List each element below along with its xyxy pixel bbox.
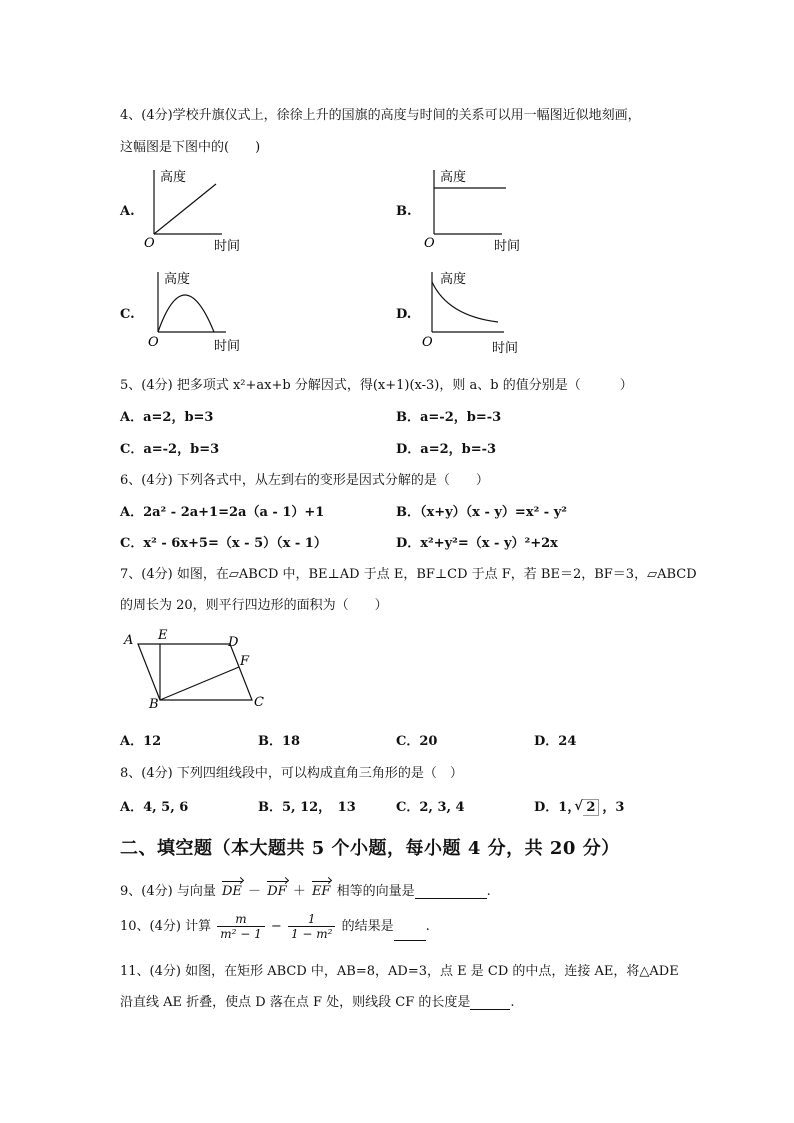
q9-end: .: [486, 884, 491, 899]
q7-option-d: D．24: [534, 734, 577, 749]
q4-graph-a: [140, 166, 260, 258]
q7-option-c: C．20: [396, 734, 438, 749]
q4-b-ylabel: 高度: [440, 170, 467, 185]
q5-option-b: B．a=-2，b=-3: [396, 410, 502, 425]
q4-a-ylabel: 高度: [160, 170, 187, 185]
q10-line: [120, 912, 430, 941]
q11-line2-text: 沿直线 AE 折叠，使点 D 落在点 F 处，则线段 CF 的长度是: [120, 995, 471, 1010]
q9-pre: 9、(4分) 与向量: [120, 884, 216, 899]
q8-option-d-post: ，3: [602, 800, 625, 815]
q4-a-origin: O: [144, 236, 155, 251]
q8-option-c: C．2, 3, 4: [396, 800, 465, 815]
q4-line2: 这幅图是下图中的( ): [120, 140, 261, 155]
q11-line2: [120, 991, 515, 1010]
q5-option-c: C．a=-2，b=3: [120, 442, 220, 457]
q4-line1: 4、(4分)学校升旗仪式上，徐徐上升的国旗的高度与时间的关系可以用一幅图近似地刻画，: [120, 108, 641, 123]
q4-c-ylabel: 高度: [164, 272, 191, 287]
q4-d-ylabel: 高度: [440, 272, 467, 287]
q10-end: .: [425, 919, 430, 934]
q7-label-f: F: [240, 654, 250, 669]
q10-f2-num: 1: [288, 912, 336, 927]
q8-option-d-pre: D．1，: [534, 800, 581, 815]
q7-label-a: A: [124, 633, 134, 648]
q9-vector-de: DE: [221, 884, 242, 899]
q7-label-c: C: [254, 695, 264, 710]
q4-graph-d: [418, 268, 538, 362]
q10-f1-den: m² − 1: [220, 927, 262, 941]
q7-option-b: B．18: [258, 734, 301, 749]
q9-op1: －: [248, 884, 262, 899]
q9-answer-blank[interactable]: [415, 898, 487, 899]
q7-line2: 的周长为 20，则平行四边形的面积为（ ）: [120, 598, 388, 613]
q10-fraction-1: [217, 912, 265, 941]
q4-c-origin: O: [148, 335, 159, 350]
q4-option-d-letter: D.: [396, 307, 412, 322]
section-2-title: 二、填空题（本大题共 5 个小题，每小题 4 分，共 20 分）: [120, 838, 620, 859]
q9-line: [120, 880, 491, 899]
q10-op: −: [270, 919, 282, 934]
q4-graph-b: [420, 166, 540, 258]
q11-answer-blank[interactable]: [470, 1009, 510, 1010]
q9-post: 相等的向量是: [336, 884, 415, 899]
q4-a-xlabel: 时间: [214, 239, 241, 254]
q8-option-d: [534, 796, 624, 816]
q5-option-d: D．a=2，b=-3: [396, 442, 497, 457]
q7-label-b: B: [149, 697, 159, 712]
q4-b-xlabel: 时间: [494, 239, 521, 254]
q8-option-a: A．4, 5, 6: [120, 800, 189, 815]
q4-d-origin: O: [422, 335, 433, 350]
q9-op2: ＋: [292, 884, 306, 899]
q10-f2-den: 1 − m²: [290, 927, 333, 941]
q10-f1-num: m: [217, 912, 265, 927]
q6-option-c: C．x² - 6x+5=（x - 5）（x - 1）: [120, 536, 327, 551]
q7-label-d: D: [228, 635, 239, 650]
q9-vector-ef: EF: [311, 884, 331, 899]
q10-fraction-2: [288, 912, 336, 941]
q4-c-xlabel: 时间: [214, 339, 241, 354]
q8-stem: 8、(4分) 下列四组线段中，可以构成直角三角形的是（ ）: [120, 766, 463, 781]
q10-pre: 10、(4分) 计算: [120, 919, 212, 934]
q4-graph-c: [144, 268, 264, 360]
q6-option-d: D．x²+y²=（x - y）²+2x: [396, 536, 558, 551]
q8-option-d-sqrt: √ 2: [583, 799, 599, 816]
q8-option-b: B．5, 12， 13: [258, 800, 356, 815]
q5-stem: 5、(4分) 把多项式 x²+ax+b 分解因式，得(x+1)(x-3)，则 a、b 的值分别是（ ）: [120, 378, 633, 393]
q7-option-a: A．12: [120, 734, 162, 749]
q7-parallelogram-figure: [118, 624, 278, 714]
q10-post: 的结果是: [341, 919, 394, 934]
q10-answer-blank[interactable]: [394, 940, 426, 941]
q7-line1: 7、(4分) 如图，在▱ABCD 中，BE⊥AD 于点 E，BF⊥CD 于点 F，若 BE＝2，BF＝3，▱ABCD: [120, 567, 697, 582]
q4-d-xlabel: 时间: [492, 341, 519, 356]
q6-option-a: A．2a² - 2a+1=2a（a - 1）+1: [120, 505, 325, 520]
q11-line1: 11、(4分) 如图，在矩形 ABCD 中，AB=8，AD=3，点 E 是 CD 的中点，连接 AE，将△ADE: [120, 964, 679, 979]
q7-label-e: E: [158, 628, 168, 643]
q4-option-c-letter: C.: [120, 307, 135, 322]
q6-option-b: B．（x+y）（x - y）=x² - y²: [396, 505, 567, 520]
q5-option-a: A．a=2，b=3: [120, 410, 214, 425]
q11-end: .: [510, 995, 515, 1010]
q9-vector-df: DF: [267, 884, 287, 899]
q4-option-a-letter: A.: [120, 204, 135, 219]
q4-option-b-letter: B.: [396, 204, 412, 219]
q6-stem: 6、(4分) 下列各式中，从左到右的变形是因式分解的是（ ）: [120, 473, 489, 488]
q4-b-origin: O: [424, 236, 435, 251]
